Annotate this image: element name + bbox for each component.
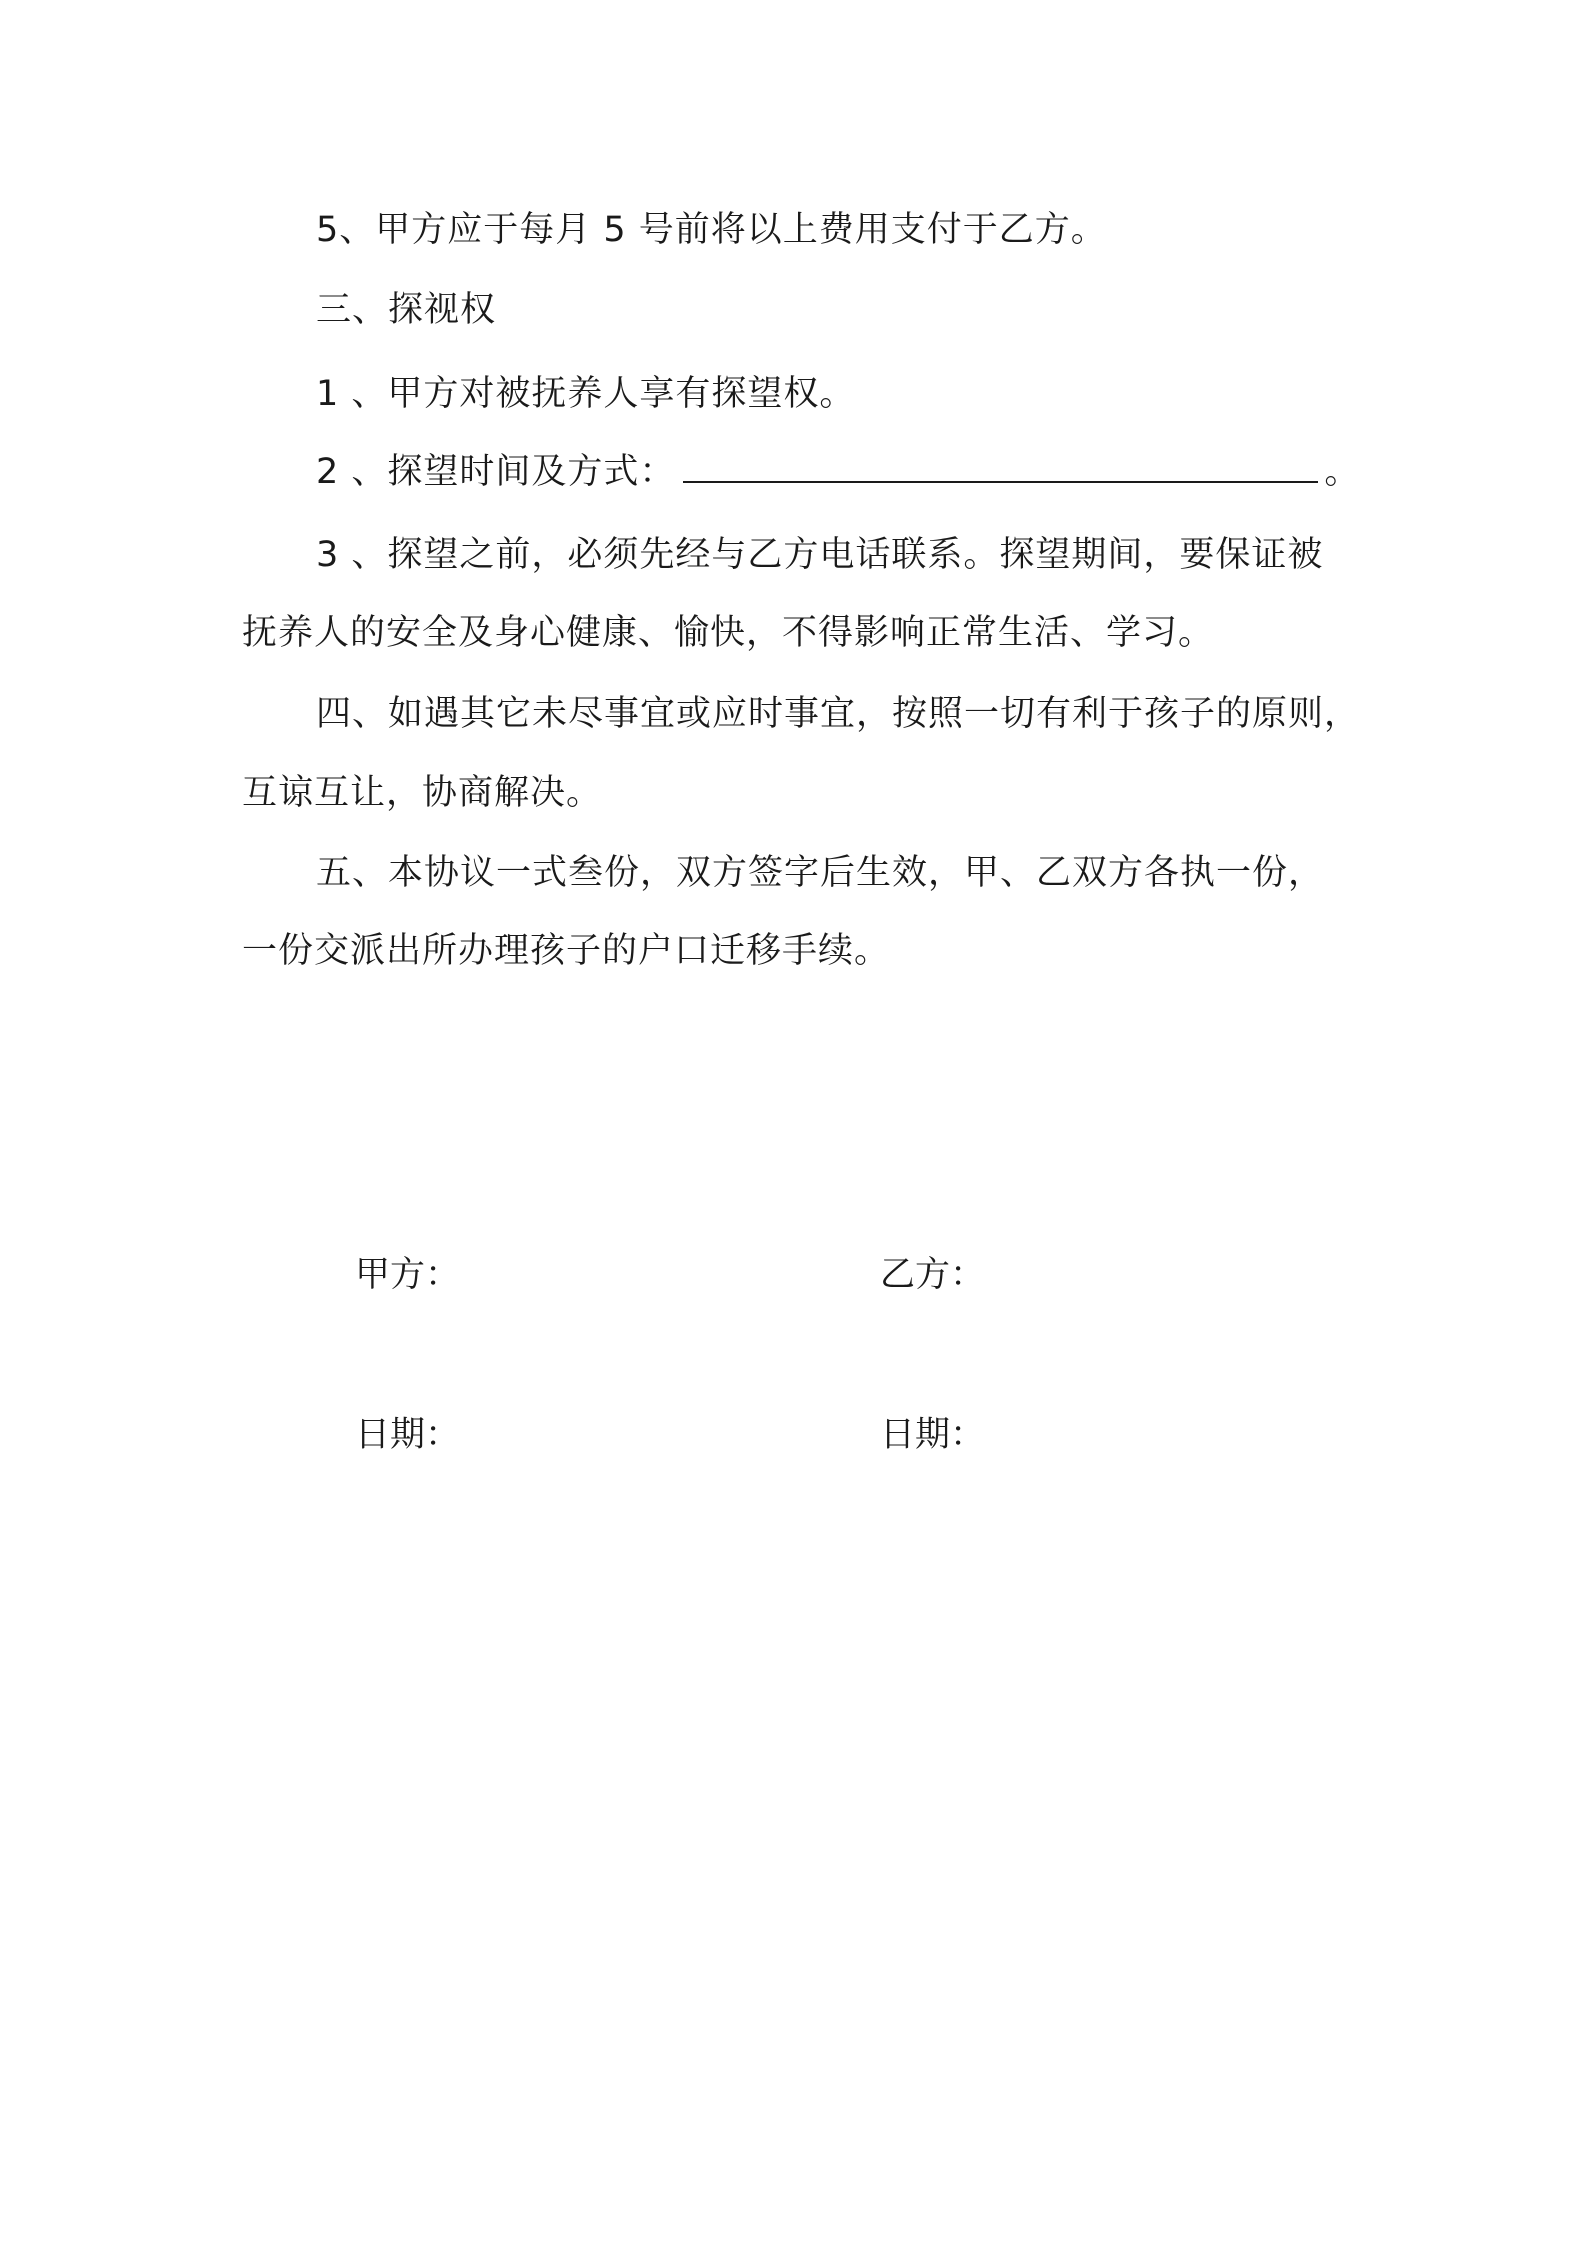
section-3-heading: 三、探视权 [316, 290, 497, 330]
visit-rules-line-2: 抚养人的安全及身心健康、愉快，不得影响正常生活、学习。 [242, 613, 1215, 653]
section-5-line-1: 五、本协议一式叁份，双方签字后生效，甲、乙双方各执一份， [316, 853, 1325, 893]
section-4-line-1: 四、如遇其它未尽事宜或应时事宜，按照一切有利于孩子的原则， [316, 694, 1361, 734]
party-b-date-label: 日期： [880, 1415, 986, 1455]
party-a-date-label: 日期： [355, 1415, 461, 1455]
party-a-signature-label: 甲方： [355, 1255, 461, 1295]
visit-time-blank-field[interactable] [683, 453, 1318, 483]
section-4-line-2: 互谅互让，协商解决。 [242, 773, 603, 813]
visit-rules-line-1: 3 、探望之前，必须先经与乙方电话联系。探望期间，要保证被 [316, 535, 1324, 575]
visit-right-clause: 1 、甲方对被抚养人享有探望权。 [316, 374, 856, 414]
party-b-signature-label: 乙方： [880, 1255, 986, 1295]
visit-time-label: 2 、探望时间及方式： [316, 452, 676, 492]
visit-time-clause [316, 452, 1360, 492]
fee-payment-clause: 5、甲方应于每月 5 号前将以上费用支付于乙方。 [316, 210, 1107, 250]
section-5-line-2: 一份交派出所办理孩子的户口迁移手续。 [242, 931, 891, 971]
visit-time-end: 。 [1324, 452, 1361, 492]
